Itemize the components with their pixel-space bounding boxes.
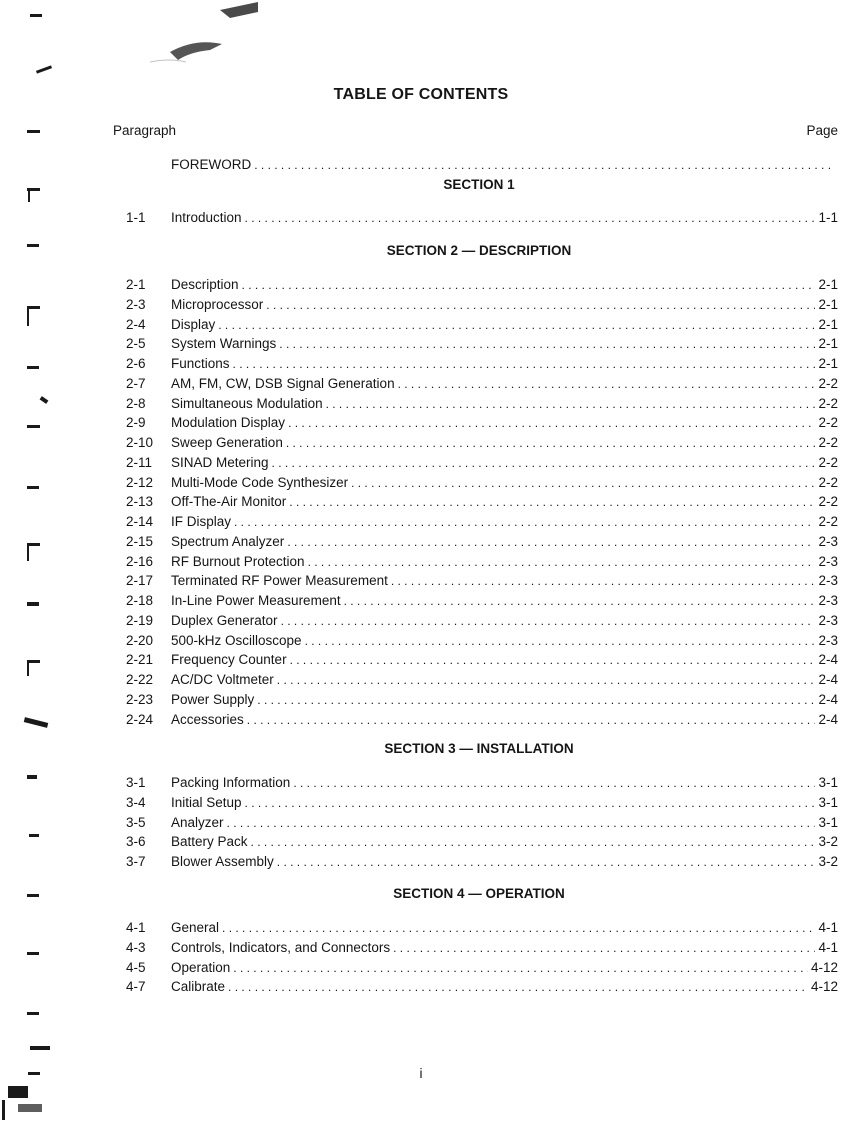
toc-entry-page: 2-3	[818, 573, 838, 589]
leader-dots	[351, 473, 815, 493]
toc-entry-number: 3-7	[126, 854, 146, 869]
toc-entry-number: 2-22	[126, 672, 154, 687]
toc-entry-page: 3-2	[818, 834, 838, 850]
toc-entry-title: FOREWORD	[171, 157, 252, 172]
toc-entry-page: 2-3	[818, 533, 838, 549]
toc-entry	[126, 453, 838, 473]
toc-entry	[126, 670, 838, 690]
toc-entry-number: 3-5	[126, 814, 146, 830]
toc-entry	[126, 433, 838, 453]
toc-entry-number: 3-1	[126, 775, 146, 790]
toc-entry-number: 2-6	[126, 356, 146, 371]
toc-entry-page: 3-1	[818, 775, 838, 790]
leader-dots	[289, 492, 815, 512]
toc-entry-page: 4-12	[810, 959, 838, 975]
leader-dots	[227, 813, 816, 833]
toc-entry-title: Packing Information	[171, 775, 291, 790]
toc-entry	[126, 690, 838, 710]
toc-entry-page: 2-2	[818, 514, 838, 529]
toc-entry-number: 2-23	[126, 691, 154, 707]
toc-entry-title: In-Line Power Measurement	[171, 593, 341, 608]
leader-dots	[251, 832, 816, 852]
toc-entry-title: 500-kHz Oscilloscope	[171, 632, 302, 648]
toc-entry-number: 2-1	[126, 277, 146, 292]
toc-entry	[126, 208, 838, 228]
toc-entry-page: 2-1	[818, 277, 838, 292]
toc-entry-page: 3-2	[818, 854, 838, 869]
toc-entry	[126, 473, 838, 493]
toc-entry-page: 3-1	[818, 794, 838, 810]
toc-entry-page: 2-3	[818, 593, 838, 608]
toc-entry	[126, 374, 838, 394]
toc-entry-title: SINAD Metering	[171, 454, 269, 470]
toc-entry-title: RF Burnout Protection	[171, 553, 305, 569]
toc-entry-page: 2-2	[818, 395, 838, 411]
toc-entry-title: Sweep Generation	[171, 435, 283, 450]
leader-dots	[398, 374, 816, 394]
leader-dots	[308, 552, 816, 572]
toc-entry-page: 2-3	[818, 632, 838, 648]
toc-entry	[126, 532, 838, 552]
toc-entry-page: 2-1	[818, 296, 838, 312]
leader-dots	[242, 275, 816, 295]
toc-entry-title: IF Display	[171, 514, 232, 529]
leader-dots	[277, 670, 816, 690]
toc-entry-page: 2-3	[818, 612, 838, 628]
leader-dots	[344, 591, 816, 611]
leader-dots	[277, 852, 816, 872]
toc-entry-title: Spectrum Analyzer	[171, 533, 285, 549]
toc-entry-number: 1-1	[126, 210, 146, 225]
toc-entry-page: 2-2	[818, 375, 838, 391]
toc-entry	[126, 275, 838, 295]
section-heading: SECTION 3 — INSTALLATION	[384, 741, 574, 756]
toc-entry-page: 4-1	[818, 939, 838, 955]
toc-entry	[126, 958, 838, 978]
scan-artifacts	[0, 0, 60, 1122]
toc-entry	[126, 852, 838, 872]
toc-entry	[126, 295, 838, 315]
toc-entry-title: Initial Setup	[171, 794, 242, 810]
page-number: i	[419, 1066, 423, 1081]
toc-entry-title: Analyzer	[171, 814, 224, 830]
leader-dots	[233, 354, 816, 374]
toc-entry-title: Duplex Generator	[171, 612, 278, 628]
toc-entry	[126, 492, 838, 512]
leader-dots	[266, 295, 815, 315]
paragraph-column-header: Paragraph	[113, 123, 177, 138]
toc-entry-number: 2-9	[126, 415, 146, 431]
toc-entry-number: 4-5	[126, 959, 146, 975]
toc-entry-number: 2-10	[126, 435, 154, 450]
toc-entry-number: 4-3	[126, 939, 146, 955]
toc-entry-number: 2-8	[126, 395, 146, 411]
toc-entry-number: 2-16	[126, 553, 154, 569]
toc-entry-page: 2-2	[818, 494, 838, 510]
toc-entry-title: Terminated RF Power Measurement	[171, 573, 388, 589]
leader-dots	[272, 453, 816, 473]
toc-entry-page: 3-1	[818, 814, 838, 830]
toc-entry	[126, 512, 838, 532]
toc-entry-page: 2-3	[818, 553, 838, 569]
leader-dots	[234, 512, 815, 532]
toc-entry-title: Microprocessor	[171, 296, 264, 312]
section-heading: SECTION 4 — OPERATION	[393, 886, 565, 901]
toc-entry-title: Display	[171, 316, 216, 332]
scan-smudge	[100, 0, 270, 80]
toc-entry-number: 2-18	[126, 593, 154, 608]
toc-entry-title: System Warnings	[171, 336, 277, 352]
toc-entry	[126, 650, 838, 670]
toc-entry-page: 4-1	[818, 920, 838, 935]
toc-entry-title: Battery Pack	[171, 834, 248, 850]
toc-entry-number: 2-13	[126, 494, 154, 510]
toc-entry	[126, 710, 838, 730]
toc-entry-title: Accessories	[171, 711, 244, 727]
toc-entry	[126, 591, 838, 611]
toc-entry	[126, 552, 838, 572]
toc-entry-number: 3-4	[126, 794, 146, 810]
toc-entry-title: Functions	[171, 356, 230, 371]
toc-entry	[126, 315, 838, 335]
toc-entry-title: Introduction	[171, 210, 242, 225]
page-column-header: Page	[806, 123, 838, 138]
toc-entry-number: 2-3	[126, 296, 146, 312]
toc-entry	[126, 571, 838, 591]
toc-entry-title: AM, FM, CW, DSB Signal Generation	[171, 375, 395, 391]
toc-entry	[126, 813, 838, 833]
toc-entry-title: General	[171, 920, 220, 935]
toc-entry-number: 4-1	[126, 920, 146, 935]
leader-dots	[254, 155, 835, 175]
leader-dots	[233, 958, 808, 978]
toc-entry-title: Calibrate	[171, 979, 226, 995]
leader-dots	[228, 977, 808, 997]
toc-entry	[126, 611, 838, 631]
toc-entry	[126, 918, 838, 938]
toc-entry	[126, 832, 838, 852]
leader-dots	[288, 413, 815, 433]
toc-entry-title: Off-The-Air Monitor	[171, 494, 287, 510]
toc-entry-number: 2-4	[126, 316, 146, 332]
leader-dots	[287, 532, 815, 552]
toc-entry-title: Power Supply	[171, 691, 255, 707]
toc-entry-title: Simultaneous Modulation	[171, 395, 323, 411]
leader-dots	[279, 334, 815, 354]
leader-dots	[281, 611, 816, 631]
toc-entry	[126, 793, 838, 813]
leader-dots	[247, 710, 816, 730]
leader-dots	[286, 433, 816, 453]
leader-dots	[218, 315, 815, 335]
toc-entry-title: AC/DC Voltmeter	[171, 672, 274, 687]
toc-entry-title: Operation	[171, 959, 231, 975]
toc-entry-page: 4-12	[810, 979, 838, 995]
toc-entry	[126, 631, 838, 651]
leader-dots	[257, 690, 815, 710]
toc-entry	[126, 354, 838, 374]
toc-entry-title: Blower Assembly	[171, 854, 274, 869]
toc-entry-number: 2-11	[126, 454, 153, 470]
toc-entry-page: 2-4	[818, 691, 838, 707]
leader-dots	[245, 793, 816, 813]
toc-entry-number: 2-21	[126, 652, 154, 668]
toc-entry	[126, 773, 838, 793]
leader-dots	[222, 918, 815, 938]
toc-entry-number: 2-19	[126, 612, 154, 628]
page-title: TABLE OF CONTENTS	[333, 86, 509, 103]
toc-entry-title: Controls, Indicators, and Connectors	[171, 939, 391, 955]
leader-dots	[293, 773, 815, 793]
toc-entry-number: 2-14	[126, 514, 154, 529]
toc-entry-number: 2-24	[126, 711, 154, 727]
toc-entry-number: 2-15	[126, 533, 154, 549]
toc-entry-page: 2-2	[818, 415, 838, 431]
toc-entry	[126, 334, 838, 354]
toc-entry-number: 2-5	[126, 336, 146, 352]
section-heading: SECTION 2 — DESCRIPTION	[386, 243, 572, 258]
toc-entry-number: 4-7	[126, 979, 146, 995]
toc-entry-page: 2-2	[818, 474, 838, 490]
leader-dots	[393, 938, 815, 958]
toc-entry-title: Frequency Counter	[171, 652, 287, 668]
toc-entry	[126, 413, 838, 433]
toc-entry-title: Multi-Mode Code Synthesizer	[171, 474, 349, 490]
toc-entry-page: 1-1	[818, 210, 838, 225]
toc-entry-number: 2-17	[126, 573, 154, 589]
toc-entry-page: 2-2	[818, 435, 838, 450]
toc-entry-number: 2-12	[126, 474, 154, 490]
toc-entry	[126, 394, 838, 414]
toc-entry-title: Modulation Display	[171, 415, 286, 431]
toc-entry	[126, 977, 838, 997]
leader-dots	[391, 571, 816, 591]
toc-entry-page: 2-1	[818, 356, 838, 371]
toc-entry-title: Description	[171, 277, 239, 292]
leader-dots	[245, 208, 816, 228]
toc-entry-page: 2-2	[818, 454, 838, 470]
leader-dots	[305, 631, 816, 651]
toc-entry-number: 3-6	[126, 834, 146, 850]
toc-foreword	[126, 155, 838, 175]
toc-entry-number: 2-20	[126, 632, 154, 648]
section-heading: SECTION 1	[443, 177, 515, 192]
leader-dots	[290, 650, 816, 670]
toc-entry-page: 2-4	[818, 711, 838, 727]
toc-entry-number: 2-7	[126, 375, 146, 391]
toc-entry	[126, 938, 838, 958]
toc-entry-page: 2-1	[818, 336, 838, 352]
toc-entry-page: 2-4	[818, 672, 838, 687]
leader-dots	[326, 394, 816, 414]
toc-entry-page: 2-1	[818, 316, 838, 332]
toc-entry-page: 2-4	[818, 652, 838, 668]
